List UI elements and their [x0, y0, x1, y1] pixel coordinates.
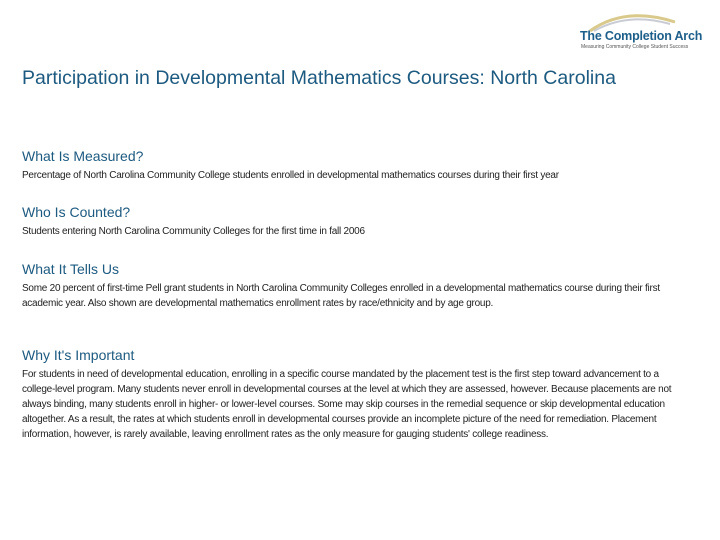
- section-why-its-important: [22, 346, 692, 442]
- completion-arch-logo: [570, 10, 715, 50]
- section-what-is-measured: [22, 147, 692, 183]
- section-heading: What Is Measured?: [22, 148, 144, 164]
- section-what-it-tells-us: [22, 260, 692, 311]
- section-heading: What It Tells Us: [22, 261, 119, 277]
- logo-title: The Completion Arch: [580, 29, 703, 43]
- page-title: Participation in Developmental Mathematics Courses: North Carolina: [22, 67, 616, 89]
- section-heading: Why It's Important: [22, 347, 135, 363]
- section-body: Some 20 percent of first-time Pell grant students in North Carolina Community Colleges enrolled in a developmental mathematics course during their first academic year. Also shown are developmental mathematics enrollment rates by race/ethnicity and by age group.: [22, 283, 660, 309]
- logo-subtitle: Measuring Community College Student Success: [581, 44, 689, 50]
- section-who-is-counted: [22, 203, 692, 239]
- section-body: Students entering North Carolina Community Colleges for the first time in fall 2006: [22, 226, 365, 237]
- section-body: For students in need of developmental education, enrolling in a specific course mandated by the placement test is the first step toward advancement to a college-level program. Many students never enroll in developmental courses at the level at which they are assessed, however. Because placements are not always binding, many students enroll in higher- or lower-level courses. Some may skip courses in the remedial sequence or skip developmental education altogether. As a result, the rates at which students enroll in developmental courses provide an incomplete picture of the need for remediation. Placement information, however, is rarely available, leaving enrollment rates as the only measure for gauging students' college readiness.: [22, 369, 672, 440]
- section-heading: Who Is Counted?: [22, 204, 131, 220]
- section-body: Percentage of North Carolina Community College students enrolled in developmental mathematics courses during their first year: [22, 170, 559, 181]
